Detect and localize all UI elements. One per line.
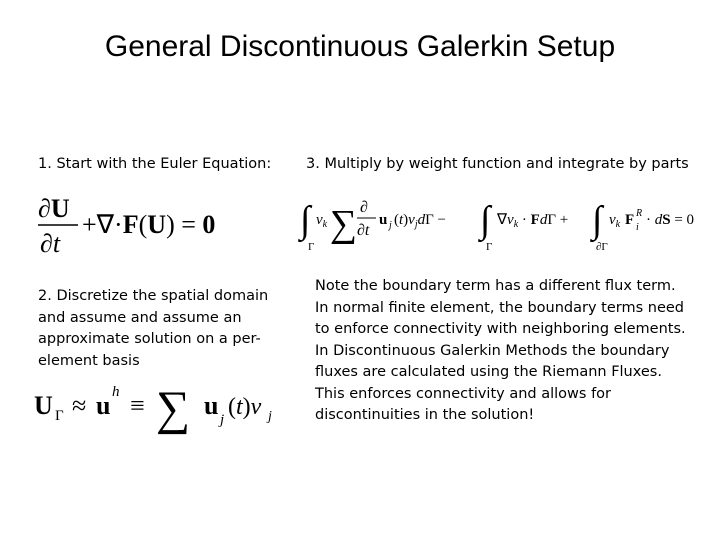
svg-text:∫: ∫ — [592, 199, 603, 241]
note-line: In Discontinuous Galerkin Methods the boundary — [315, 342, 670, 359]
svg-text:R: R — [636, 208, 643, 219]
svg-text:∂t: ∂t — [357, 222, 370, 239]
weak-form-equation — [300, 192, 718, 254]
note-line: Note the boundary term has a different flux term. — [315, 278, 676, 294]
svg-text:j: j — [389, 220, 392, 231]
step2-label — [38, 286, 268, 372]
step2-line: 2. Discretize the spatial domain — [38, 288, 269, 304]
svg-text:h: h — [112, 384, 120, 400]
svg-text:vk: $v_k$ — [609, 212, 621, 230]
svg-text:∂Γ: ∂Γ — [596, 241, 608, 253]
svg-text:u: u — [379, 212, 388, 228]
svg-text:∂t: ∂t — [40, 229, 61, 258]
step2-line: approximate solution on a per- — [38, 331, 261, 347]
svg-text:∂U: ∂U — [38, 194, 70, 223]
svg-text:∇vk · FdΓ +: $\nabla v_k \cdot Fd\Gamma$ + — [497, 212, 569, 230]
svg-text:j: j — [268, 409, 272, 424]
note-line: In normal finite element, the boundary terms need — [315, 299, 685, 316]
svg-text:∑: ∑ — [156, 382, 191, 435]
svg-text:U: U — [34, 391, 53, 420]
slide-title: General Discontinuous Galerkin Setup — [104, 30, 616, 63]
svg-text:Γ: Γ — [486, 241, 493, 253]
step1-label: 1. Start with the Euler Equation: — [38, 156, 272, 172]
approximation-equation — [32, 378, 282, 438]
svg-text:≈: ≈ — [72, 391, 87, 420]
svg-text:Γ: Γ — [55, 408, 64, 424]
svg-text:vk: $v_k$ — [316, 212, 328, 230]
svg-text:u: u — [204, 391, 219, 420]
svg-text:i: i — [636, 222, 639, 233]
svg-text:∂: ∂ — [360, 199, 368, 216]
svg-text:u: u — [96, 391, 111, 420]
note-line: discontinuities in the solution! — [315, 407, 535, 423]
svg-text:(t)v: (t)v — [228, 394, 262, 420]
note-paragraph — [315, 276, 686, 427]
step3-label: 3. Multiply by weight function and integrate by parts — [306, 156, 689, 172]
svg-text:Γ: Γ — [308, 241, 315, 253]
svg-text:∫: ∫ — [480, 199, 491, 241]
svg-text:· dS = 0: · dS = 0 — [646, 212, 695, 228]
note-line: fluxes are calculated using the Riemann Fluxes. — [315, 364, 662, 380]
svg-text:F: F — [625, 212, 635, 228]
svg-text:+∇·F(U) = 0: +∇·F(U) = 0 — [82, 210, 216, 239]
svg-text:≡: ≡ — [130, 391, 145, 420]
euler-equation — [36, 194, 256, 264]
step2-line: and assume and assume an — [38, 309, 242, 326]
note-line: to enforce connectivity with neighboring elements. — [315, 321, 686, 337]
svg-text:j: j — [220, 412, 225, 428]
step2-line: element basis — [38, 352, 140, 369]
svg-text:∫: ∫ — [300, 199, 311, 241]
note-line: This enforces connectivity and allows for — [315, 385, 612, 402]
svg-text:∑: ∑ — [330, 203, 358, 245]
svg-text:(t)vjdΓ −: $(t)v_jd\Gamma$ − — [394, 212, 447, 230]
